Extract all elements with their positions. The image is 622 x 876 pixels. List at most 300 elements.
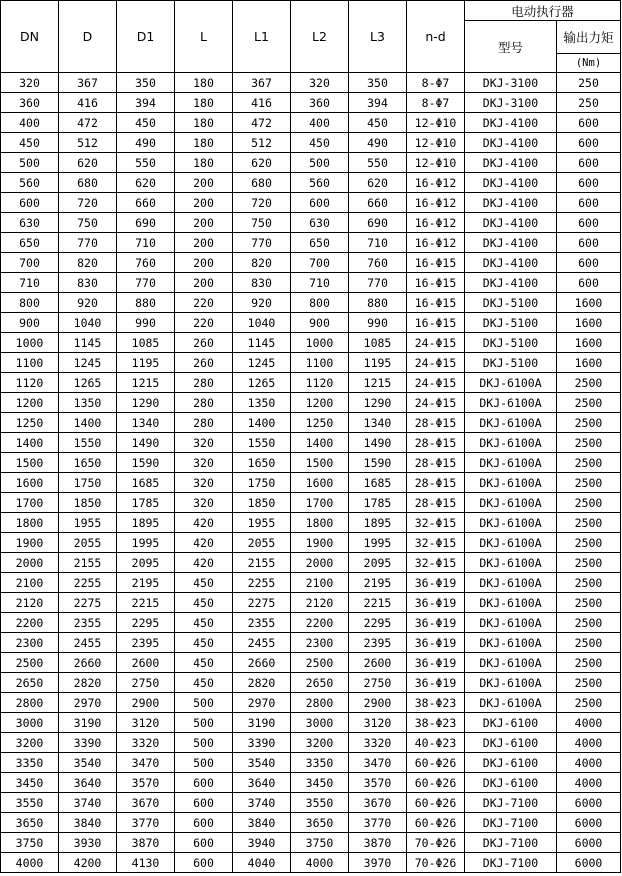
dn-cell: 1400 [1,433,59,453]
torque-cell: 2500 [557,473,621,493]
torque-cell: 600 [557,233,621,253]
bolt-holes-cell: 16-Φ15 [407,313,465,333]
l1-cell: 1850 [233,493,291,513]
torque-cell: 4000 [557,753,621,773]
bolt-holes-cell: 16-Φ12 [407,233,465,253]
l1-cell: 3740 [233,793,291,813]
bolt-holes-cell: 28-Φ15 [407,473,465,493]
dn-cell: 3000 [1,713,59,733]
l-cell: 500 [175,693,233,713]
bolt-holes-cell: 28-Φ15 [407,413,465,433]
l1-cell: 680 [233,173,291,193]
d-cell: 1955 [59,513,117,533]
table-row [1,133,621,153]
l3-cell: 2750 [349,673,407,693]
d-cell: 1265 [59,373,117,393]
l2-cell: 3350 [291,753,349,773]
d-cell: 920 [59,293,117,313]
bolt-holes-cell: 70-Φ26 [407,833,465,853]
l3-cell: 3670 [349,793,407,813]
table-row [1,313,621,333]
l1-cell: 2275 [233,593,291,613]
l3-cell: 1490 [349,433,407,453]
l2-cell: 1900 [291,533,349,553]
d1-cell: 2295 [117,613,175,633]
l3-cell: 3470 [349,753,407,773]
d1-cell: 620 [117,173,175,193]
l-cell: 200 [175,193,233,213]
l2-cell: 3200 [291,733,349,753]
table-row [1,93,621,113]
table-row [1,73,621,93]
l3-cell: 3870 [349,833,407,853]
header-l3: L3 [349,1,407,73]
l3-cell: 690 [349,213,407,233]
torque-cell: 4000 [557,773,621,793]
l-cell: 220 [175,313,233,333]
d-cell: 2660 [59,653,117,673]
d-cell: 3190 [59,713,117,733]
torque-cell: 2500 [557,653,621,673]
table-row [1,453,621,473]
l3-cell: 2395 [349,633,407,653]
l3-cell: 620 [349,173,407,193]
bolt-holes-cell: 16-Φ12 [407,193,465,213]
dn-cell: 2650 [1,673,59,693]
model-cell: DKJ-4100 [465,273,557,293]
l-cell: 420 [175,553,233,573]
table-row [1,553,621,573]
l-cell: 450 [175,633,233,653]
l2-cell: 3750 [291,833,349,853]
d1-cell: 1995 [117,533,175,553]
l-cell: 200 [175,253,233,273]
l-cell: 180 [175,73,233,93]
bolt-holes-cell: 24-Φ15 [407,373,465,393]
l2-cell: 600 [291,193,349,213]
d-cell: 2255 [59,573,117,593]
d1-cell: 3320 [117,733,175,753]
d1-cell: 490 [117,133,175,153]
model-cell: DKJ-5100 [465,293,557,313]
header-l: L [175,1,233,73]
l2-cell: 3650 [291,813,349,833]
l-cell: 180 [175,93,233,113]
bolt-holes-cell: 16-Φ15 [407,253,465,273]
l3-cell: 3770 [349,813,407,833]
bolt-holes-cell: 36-Φ19 [407,653,465,673]
l2-cell: 1100 [291,353,349,373]
header-d: D [59,1,117,73]
l3-cell: 1215 [349,373,407,393]
dn-cell: 450 [1,133,59,153]
model-cell: DKJ-6100A [465,433,557,453]
l-cell: 180 [175,153,233,173]
d1-cell: 990 [117,313,175,333]
model-cell: DKJ-6100A [465,573,557,593]
l2-cell: 3450 [291,773,349,793]
l3-cell: 1590 [349,453,407,473]
model-cell: DKJ-6100 [465,713,557,733]
l-cell: 320 [175,473,233,493]
model-cell: DKJ-3100 [465,93,557,113]
d1-cell: 2900 [117,693,175,713]
l1-cell: 3940 [233,833,291,853]
bolt-holes-cell: 36-Φ19 [407,573,465,593]
dn-cell: 1250 [1,413,59,433]
bolt-holes-cell: 38-Φ23 [407,713,465,733]
l-cell: 600 [175,813,233,833]
l2-cell: 1250 [291,413,349,433]
l-cell: 320 [175,493,233,513]
bolt-holes-cell: 36-Φ19 [407,633,465,653]
l3-cell: 1995 [349,533,407,553]
bolt-holes-cell: 12-Φ10 [407,153,465,173]
l1-cell: 820 [233,253,291,273]
d1-cell: 660 [117,193,175,213]
table-row [1,793,621,813]
header-model: 型号 [465,21,557,73]
l3-cell: 2095 [349,553,407,573]
d-cell: 3390 [59,733,117,753]
d1-cell: 3570 [117,773,175,793]
dn-cell: 800 [1,293,59,313]
torque-cell: 2500 [557,633,621,653]
torque-cell: 2500 [557,373,621,393]
header-torque: 输出力矩 [557,21,621,54]
l2-cell: 800 [291,293,349,313]
torque-cell: 6000 [557,853,621,873]
table-row [1,333,621,353]
header-torque-unit: (Nm) [557,54,621,73]
d-cell: 2155 [59,553,117,573]
bolt-holes-cell: 60-Φ26 [407,753,465,773]
table-body [1,73,621,873]
model-cell: DKJ-6100A [465,613,557,633]
l-cell: 450 [175,613,233,633]
d1-cell: 2395 [117,633,175,653]
l1-cell: 2970 [233,693,291,713]
dn-cell: 1500 [1,453,59,473]
l2-cell: 1000 [291,333,349,353]
l2-cell: 2000 [291,553,349,573]
torque-cell: 2500 [557,693,621,713]
d1-cell: 1590 [117,453,175,473]
dn-cell: 1200 [1,393,59,413]
l1-cell: 367 [233,73,291,93]
d-cell: 1650 [59,453,117,473]
l-cell: 600 [175,853,233,873]
table-row [1,153,621,173]
torque-cell: 600 [557,253,621,273]
bolt-holes-cell: 16-Φ15 [407,273,465,293]
l2-cell: 1200 [291,393,349,413]
model-cell: DKJ-7100 [465,813,557,833]
torque-cell: 600 [557,133,621,153]
dn-cell: 630 [1,213,59,233]
model-cell: DKJ-6100A [465,473,557,493]
l1-cell: 1955 [233,513,291,533]
l3-cell: 1195 [349,353,407,373]
header-l2: L2 [291,1,349,73]
table-row [1,233,621,253]
table-row [1,293,621,313]
table-row [1,673,621,693]
d1-cell: 690 [117,213,175,233]
table-row [1,813,621,833]
d1-cell: 1785 [117,493,175,513]
d-cell: 3930 [59,833,117,853]
d-cell: 1040 [59,313,117,333]
l2-cell: 450 [291,133,349,153]
l2-cell: 320 [291,73,349,93]
l1-cell: 2455 [233,633,291,653]
bolt-holes-cell: 70-Φ26 [407,853,465,873]
l2-cell: 360 [291,93,349,113]
l3-cell: 394 [349,93,407,113]
d1-cell: 3470 [117,753,175,773]
l2-cell: 2800 [291,693,349,713]
dn-cell: 2300 [1,633,59,653]
d1-cell: 1685 [117,473,175,493]
model-cell: DKJ-7100 [465,793,557,813]
torque-cell: 6000 [557,813,621,833]
bolt-holes-cell: 36-Φ19 [407,613,465,633]
model-cell: DKJ-4100 [465,153,557,173]
l1-cell: 770 [233,233,291,253]
model-cell: DKJ-6100A [465,453,557,473]
model-cell: DKJ-4100 [465,213,557,233]
model-cell: DKJ-6100A [465,553,557,573]
d1-cell: 1195 [117,353,175,373]
l-cell: 600 [175,793,233,813]
torque-cell: 2500 [557,593,621,613]
model-cell: DKJ-4100 [465,173,557,193]
torque-cell: 1600 [557,353,621,373]
l3-cell: 990 [349,313,407,333]
d1-cell: 1490 [117,433,175,453]
l2-cell: 1500 [291,453,349,473]
d1-cell: 2750 [117,673,175,693]
header-actuator: 电动执行器 [465,1,621,21]
torque-cell: 2500 [557,413,621,433]
d-cell: 512 [59,133,117,153]
dn-cell: 600 [1,193,59,213]
bolt-holes-cell: 28-Φ15 [407,433,465,453]
l1-cell: 2055 [233,533,291,553]
l3-cell: 1290 [349,393,407,413]
l1-cell: 2820 [233,673,291,693]
torque-cell: 1600 [557,313,621,333]
bolt-holes-cell: 16-Φ15 [407,293,465,313]
d-cell: 1145 [59,333,117,353]
bolt-holes-cell: 24-Φ15 [407,333,465,353]
table-row [1,173,621,193]
dn-cell: 2200 [1,613,59,633]
torque-cell: 1600 [557,333,621,353]
l3-cell: 2600 [349,653,407,673]
bolt-holes-cell: 16-Φ12 [407,213,465,233]
torque-cell: 2500 [557,453,621,473]
d-cell: 3540 [59,753,117,773]
l1-cell: 512 [233,133,291,153]
l2-cell: 2300 [291,633,349,653]
dn-cell: 3550 [1,793,59,813]
l-cell: 320 [175,433,233,453]
torque-cell: 600 [557,213,621,233]
bolt-holes-cell: 8-Φ7 [407,93,465,113]
d1-cell: 350 [117,73,175,93]
l1-cell: 2155 [233,553,291,573]
torque-cell: 2500 [557,533,621,553]
model-cell: DKJ-5100 [465,333,557,353]
table-row [1,413,621,433]
torque-cell: 2500 [557,553,621,573]
table-row [1,273,621,293]
table-row [1,653,621,673]
bolt-holes-cell: 36-Φ19 [407,673,465,693]
torque-cell: 2500 [557,613,621,633]
table-row [1,693,621,713]
d-cell: 367 [59,73,117,93]
torque-cell: 2500 [557,393,621,413]
table-row [1,533,621,553]
bolt-holes-cell: 36-Φ19 [407,593,465,613]
l1-cell: 2255 [233,573,291,593]
torque-cell: 600 [557,113,621,133]
d1-cell: 2215 [117,593,175,613]
d-cell: 1245 [59,353,117,373]
l-cell: 450 [175,673,233,693]
d-cell: 720 [59,193,117,213]
d1-cell: 770 [117,273,175,293]
l1-cell: 1350 [233,393,291,413]
l3-cell: 1685 [349,473,407,493]
torque-cell: 2500 [557,573,621,593]
l1-cell: 620 [233,153,291,173]
l3-cell: 450 [349,113,407,133]
dn-cell: 360 [1,93,59,113]
model-cell: DKJ-4100 [465,233,557,253]
model-cell: DKJ-4100 [465,133,557,153]
model-cell: DKJ-6100A [465,413,557,433]
table-row [1,853,621,873]
l1-cell: 1550 [233,433,291,453]
l2-cell: 2500 [291,653,349,673]
l2-cell: 700 [291,253,349,273]
dn-cell: 1100 [1,353,59,373]
torque-cell: 250 [557,73,621,93]
torque-cell: 2500 [557,513,621,533]
l1-cell: 472 [233,113,291,133]
l-cell: 200 [175,233,233,253]
l1-cell: 1265 [233,373,291,393]
d1-cell: 1085 [117,333,175,353]
l3-cell: 550 [349,153,407,173]
l3-cell: 2195 [349,573,407,593]
d1-cell: 3120 [117,713,175,733]
model-cell: DKJ-6100A [465,593,557,613]
bolt-holes-cell: 32-Φ15 [407,553,465,573]
bolt-holes-cell: 40-Φ23 [407,733,465,753]
l2-cell: 650 [291,233,349,253]
l3-cell: 3570 [349,773,407,793]
header-l1: L1 [233,1,291,73]
d1-cell: 1215 [117,373,175,393]
dn-cell: 2500 [1,653,59,673]
l3-cell: 2215 [349,593,407,613]
table-row [1,393,621,413]
l1-cell: 2355 [233,613,291,633]
l-cell: 280 [175,393,233,413]
l3-cell: 880 [349,293,407,313]
l2-cell: 400 [291,113,349,133]
bolt-holes-cell: 38-Φ23 [407,693,465,713]
d-cell: 1550 [59,433,117,453]
bolt-holes-cell: 32-Φ15 [407,533,465,553]
torque-cell: 6000 [557,833,621,853]
l-cell: 220 [175,293,233,313]
l3-cell: 710 [349,233,407,253]
dn-cell: 320 [1,73,59,93]
l1-cell: 830 [233,273,291,293]
header-nd: n-d [407,1,465,73]
d1-cell: 1290 [117,393,175,413]
l3-cell: 1085 [349,333,407,353]
dn-cell: 2800 [1,693,59,713]
d1-cell: 3870 [117,833,175,853]
d1-cell: 450 [117,113,175,133]
d1-cell: 2195 [117,573,175,593]
dn-cell: 3450 [1,773,59,793]
l-cell: 200 [175,213,233,233]
d1-cell: 2095 [117,553,175,573]
d-cell: 2275 [59,593,117,613]
l1-cell: 2660 [233,653,291,673]
torque-cell: 600 [557,273,621,293]
l3-cell: 490 [349,133,407,153]
d-cell: 1350 [59,393,117,413]
d-cell: 416 [59,93,117,113]
table-row [1,773,621,793]
model-cell: DKJ-6100A [465,493,557,513]
l3-cell: 660 [349,193,407,213]
model-cell: DKJ-6100A [465,373,557,393]
l2-cell: 500 [291,153,349,173]
header-d1: D1 [117,1,175,73]
l3-cell: 3970 [349,853,407,873]
l2-cell: 2100 [291,573,349,593]
d-cell: 2055 [59,533,117,553]
d-cell: 1750 [59,473,117,493]
d-cell: 4200 [59,853,117,873]
model-cell: DKJ-6100A [465,633,557,653]
table-row [1,733,621,753]
model-cell: DKJ-4100 [465,113,557,133]
dn-cell: 710 [1,273,59,293]
l3-cell: 1895 [349,513,407,533]
l2-cell: 1400 [291,433,349,453]
l2-cell: 560 [291,173,349,193]
l2-cell: 2650 [291,673,349,693]
model-cell: DKJ-5100 [465,353,557,373]
table-row [1,473,621,493]
l-cell: 450 [175,593,233,613]
d1-cell: 880 [117,293,175,313]
l-cell: 420 [175,533,233,553]
l-cell: 500 [175,753,233,773]
dn-cell: 700 [1,253,59,273]
